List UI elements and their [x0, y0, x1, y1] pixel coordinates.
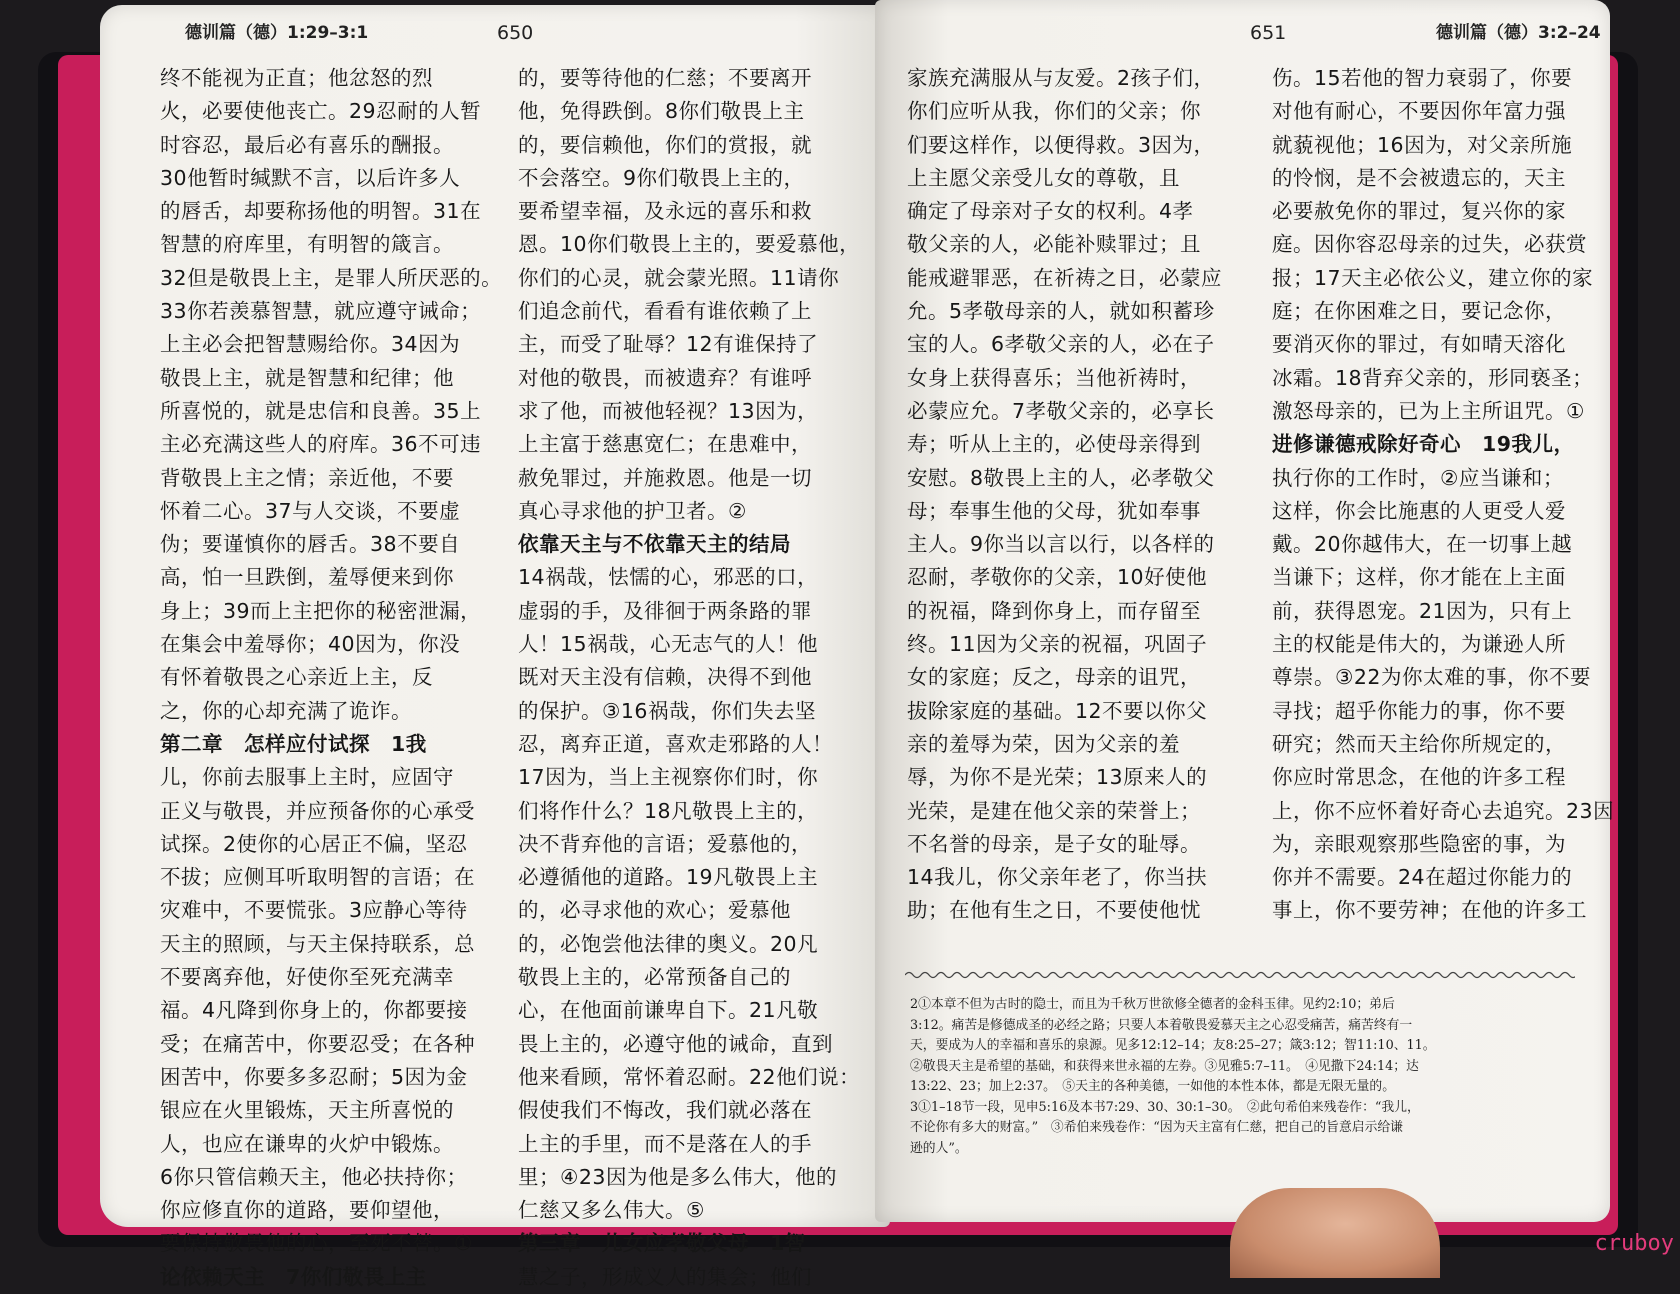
text-line: 不拔；应侧耳听取明智的言语；在	[160, 865, 475, 890]
text-line: 允。5孝敬母亲的人，就如积蓄珍	[907, 299, 1215, 324]
text-line: 戴。20你越伟大，在一切事上越	[1272, 532, 1573, 557]
text-line: 对他的敬畏，而被遗弃？有谁呼	[518, 365, 812, 390]
text-line: 13:22、23；加上2:37。 ⑤天主的各种美德，一如他的本性本体，都是无限无量的。	[910, 1079, 1395, 1094]
text-line: 心，在他面前谦卑自下。21凡敬	[518, 998, 819, 1023]
left-column-2	[518, 62, 860, 1294]
text-line: 仁慈又多么伟大。⑤	[518, 1198, 705, 1223]
text-line: 庭。因你容忍母亲的过失，必获赏	[1272, 232, 1587, 257]
text-line: 执行你的工作时，②应当谦和；	[1272, 465, 1564, 490]
text-line: 14我儿，你父亲年老了，你当扶	[907, 865, 1208, 890]
text-line: 里；④23因为他是多么伟大，他的	[518, 1164, 837, 1189]
text-line: 虚弱的手，及徘徊于两条路的罪	[518, 598, 812, 623]
text-line: 求了他，而被他轻视？13因为，	[518, 398, 819, 423]
text-line: 的，必寻求他的欢心；爱慕他	[518, 898, 791, 923]
text-line: 赦免罪过，并施救恩。他是一切	[518, 465, 812, 490]
text-line: 对他有耐心，不要因你年富力强	[1272, 99, 1566, 124]
text-line: 们追念前代，看看有谁依赖了上	[518, 299, 812, 324]
text-line: 上主愿父亲受儿女的尊敬，且	[907, 165, 1180, 190]
text-line: 火，必要使他丧亡。29忍耐的人暂	[160, 99, 482, 124]
text-line: 女身上获得喜乐；当他祈祷时，	[907, 365, 1201, 390]
text-line: 安慰。8敬畏上主的人，必孝敬父	[907, 465, 1215, 490]
text-line: 们要这样作，以便得救。3因为，	[907, 132, 1215, 157]
text-line: 银应在火里锻炼，天主所喜悦的	[160, 1098, 454, 1123]
text-line: 怀着二心。37与人交谈，不要虚	[160, 498, 461, 523]
text-line: 上，你不应怀着好奇心去追究。23因	[1272, 798, 1615, 823]
text-line: 天，要成为人的幸福和喜乐的泉源。见多12:12–14；友8:25–27；箴3:12；智11:10、11。	[910, 1038, 1436, 1053]
text-line: 第三章 儿女应孝敬父母 1智	[518, 1231, 806, 1256]
text-line: 儿，你前去服事上主时，应固守	[160, 765, 454, 790]
text-line: 终不能视为正直；他忿怒的烈	[160, 66, 433, 90]
footnotes	[910, 995, 1570, 1159]
text-line: 就藐视他；16因为，对父亲所施	[1272, 132, 1573, 157]
text-line: 你们应听从我，你们的父亲；你	[907, 99, 1201, 124]
text-line: 你并不需要。24在超过你能力的	[1272, 865, 1573, 890]
text-line: 进修谦德戒除好奇心 19我儿，	[1272, 432, 1575, 457]
text-line: 32但是敬畏上主，是罪人所厌恶的。	[160, 265, 503, 290]
text-line: 必蒙应允。7孝敬父亲的，必享长	[907, 398, 1215, 423]
text-line: 天主的照顾，与天主保持联系，总	[160, 931, 475, 956]
text-line: 3:12。痛苦是修德成圣的必经之路；只要人本着敬畏爱慕天主之心忍受痛苦，痛苦终有一	[910, 1017, 1413, 1033]
text-line: 的怜悯，是不会被遗忘的，天主	[1272, 165, 1566, 190]
text-line: 既对天主没有信赖，决得不到他	[518, 665, 812, 690]
text-line: 有怀着敬畏之心亲近上主，反	[160, 665, 433, 690]
text-line: 畏上主的，必遵守他的诫命，直到	[518, 1031, 833, 1056]
text-line: 3①1–18节一段，见申5:16及本书7:29、30、30:1–30。 ②此句希伯来残卷作：“我儿，	[910, 1099, 1420, 1115]
left-column-1	[160, 62, 502, 1294]
right-page-number: 651	[1250, 22, 1287, 44]
text-line: 必遵循他的道路。19凡敬畏上主	[518, 865, 819, 890]
text-line: 假使我们不悔改，我们就必落在	[518, 1098, 812, 1123]
text-line: 当谦下；这样，你才能在上主面	[1272, 565, 1566, 590]
text-line: 恩。10你们敬畏上主的，要爱慕他，	[518, 232, 861, 257]
text-line: 辱，为你不是光荣；13原来人的	[907, 765, 1208, 790]
text-line: 终。11因为父亲的祝福，巩固子	[907, 632, 1208, 657]
text-line: 主，而受了耻辱？12有谁保持了	[518, 332, 819, 357]
text-line: 的，必饱尝他法律的奥义。20凡	[518, 931, 819, 956]
text-line: 不论你有多大的财富。” ③希伯来残卷作：“因为天主富有仁慈，把自己的旨意启示给谦	[910, 1120, 1403, 1135]
text-line: 伪；要谨慎你的唇舌。38不要自	[160, 532, 461, 557]
text-line: 14祸哉，怯懦的心，邪恶的口，	[518, 565, 819, 590]
text-line: 忍耐，孝敬你的父亲，10好使他	[907, 565, 1208, 590]
text-line: 真心寻求他的护卫者。②	[518, 498, 747, 523]
right-column-2	[1272, 62, 1614, 928]
text-line: 的，要信赖他，你们的赏报，就	[518, 132, 812, 157]
text-line: 高，怕一旦跌倒，羞辱便来到你	[160, 565, 454, 590]
text-line: 前，获得恩宠。21因为，只有上	[1272, 598, 1573, 623]
text-line: 母；奉事生他的父母，犹如奉事	[907, 498, 1201, 523]
text-line: 不会落空。9你们敬畏上主的，	[518, 165, 805, 190]
text-line: 所喜悦的，就是忠信和良善。35上	[160, 398, 482, 423]
text-line: 拔除家庭的基础。12不要以你父	[907, 698, 1208, 723]
text-line: 尊崇。③22为你太难的事，你不要	[1272, 665, 1591, 690]
text-line: 要消灭你的罪过，有如晴天溶化	[1272, 332, 1566, 357]
text-line: 逊的人”。	[910, 1140, 968, 1156]
text-line: 家族充满服从与友爱。2孩子们，	[907, 66, 1215, 90]
text-line: 忍，离弃正道，喜欢走邪路的人！	[518, 731, 833, 756]
text-line: 17因为，当上主视察你们时，你	[518, 765, 819, 790]
text-line: 敬畏上主的，必常预备自己的	[518, 965, 791, 990]
text-line: 确定了母亲对子女的权利。4孝	[907, 199, 1194, 224]
text-line: 伤。15若他的智力衰弱了，你要	[1272, 66, 1573, 90]
text-line: 30他暂时缄默不言，以后许多人	[160, 165, 461, 190]
text-line: 寿；听从上主的，必使母亲得到	[907, 432, 1201, 457]
text-line: 女的家庭；反之，母亲的诅咒，	[907, 665, 1201, 690]
text-line: 冰霜。18背弃父亲的，形同亵圣；	[1272, 365, 1594, 390]
text-line: 亲的羞辱为荣，因为父亲的羞	[907, 731, 1180, 756]
right-running-header: 德训篇（德）3:2–24	[1436, 23, 1601, 43]
text-line: 要保持敬畏他的心，至死不替。①	[160, 1231, 473, 1256]
text-line: 2①本章不但为古时的隐士，而且为千秋万世欲修全德者的金科玉律。见约2:10；弟后	[910, 997, 1395, 1012]
right-column-1	[907, 62, 1222, 928]
text-line: 困苦中，你要多多忍耐；5因为金	[160, 1064, 468, 1089]
left-running-header: 德训篇（德）1:29–3:1	[185, 23, 369, 43]
text-line: 激怒母亲的，已为上主所诅咒。①	[1272, 398, 1585, 423]
text-line: 你应修直你的道路，要仰望他，	[160, 1198, 454, 1223]
text-line: 上主的手里，而不是落在人的手	[518, 1131, 812, 1156]
footnote-divider	[905, 968, 1575, 982]
text-line: 要希望幸福，及永远的喜乐和救	[518, 199, 812, 224]
text-line: 身上；39而上主把你的秘密泄漏，	[160, 598, 482, 623]
text-line: 在集会中羞辱你；40因为，你没	[160, 632, 461, 657]
text-line: 助；在他有生之日，不要使他忧	[907, 898, 1201, 923]
text-line: 灾难中，不要慌张。3应静心等待	[160, 898, 468, 923]
text-line: 你们的心灵，就会蒙光照。11请你	[518, 265, 840, 290]
text-line: 决不背弃他的言语；爱慕他的，	[518, 831, 812, 856]
text-line: 之，你的心却充满了诡诈。	[160, 698, 412, 723]
text-line: 能戒避罪恶，在祈祷之日，必蒙应	[907, 265, 1222, 290]
text-line: 不名誉的母亲，是子女的耻辱。	[907, 831, 1201, 856]
text-line: 不要离弃他，好使你至死充满幸	[160, 965, 454, 990]
text-line: 寻找；超乎你能力的事，你不要	[1272, 698, 1566, 723]
text-line: 正义与敬畏，并应预备你的心承受	[160, 798, 475, 823]
watermark: cruboy	[1594, 1231, 1674, 1256]
text-line: 敬畏上主，就是智慧和纪律；他	[160, 365, 454, 390]
text-line: 慧之子，形成义人的集会；他们	[518, 1264, 812, 1289]
text-line: 主必充满这些人的府库。36不可违	[160, 432, 482, 457]
text-line: 上主富于慈惠宽仁；在患难中，	[518, 432, 812, 457]
text-line: 依靠天主与不依靠天主的结局	[518, 532, 791, 557]
text-line: 主的权能是伟大的，为谦逊人所	[1272, 632, 1566, 657]
text-line: 主人。9你当以言以行，以各样的	[907, 532, 1215, 557]
text-line: 为，亲眼观察那些隐密的事，为	[1272, 831, 1566, 856]
text-line: 敬父亲的人，必能补赎罪过；且	[907, 232, 1201, 257]
text-line: 背敬畏上主之情；亲近他，不要	[160, 465, 454, 490]
text-line: 福。4凡降到你身上的，你都要接	[160, 998, 468, 1023]
text-line: 33你若羡慕智慧，就应遵守诫命；	[160, 299, 482, 324]
text-line: 6你只管信赖天主，他必扶持你；	[160, 1164, 468, 1189]
text-line: 必要赦免你的罪过，复兴你的家	[1272, 199, 1566, 224]
thumb	[1230, 1188, 1440, 1278]
text-line: 的保护。③16祸哉，你们失去坚	[518, 698, 816, 723]
text-line: 光荣，是建在他父亲的荣誉上；	[907, 798, 1201, 823]
text-line: 的祝福，降到你身上，而存留至	[907, 598, 1201, 623]
text-line: 智慧的府库里，有明智的箴言。	[160, 232, 454, 257]
text-line: 宝的人。6孝敬父亲的人，必在子	[907, 332, 1215, 357]
text-line: 论依赖天主 7你们敬畏上主	[160, 1264, 427, 1289]
text-line: 时容忍，最后必有喜乐的酬报。	[160, 132, 454, 157]
left-page-number: 650	[497, 22, 534, 44]
text-line: 他来看顾，常怀着忍耐。22他们说：	[518, 1064, 861, 1089]
text-line: 受；在痛苦中，你要忍受；在各种	[160, 1031, 475, 1056]
text-line: 的，要等待他的仁慈；不要离开	[518, 66, 812, 90]
text-line: 第二章 怎样应付试探 1我	[160, 731, 427, 756]
text-line: 的唇舌，却要称扬他的明智。31在	[160, 199, 482, 224]
text-line: ②敬畏天主是希望的基础，和获得来世永福的左券。③见雅5:7–11。 ④见撒下24:14；达	[910, 1058, 1419, 1074]
text-line: 试探。2使你的心居正不偏，坚忍	[160, 831, 468, 856]
text-line: 人！15祸哉，心无志气的人！他	[518, 632, 819, 657]
text-line: 他，免得跌倒。8你们敬畏上主	[518, 99, 805, 124]
text-line: 庭；在你困难之日，要记念你，	[1272, 299, 1566, 324]
text-line: 们将作什么？18凡敬畏上主的，	[518, 798, 819, 823]
text-line: 事上，你不要劳神；在他的许多工	[1272, 898, 1587, 923]
text-line: 研究；然而天主给你所规定的，	[1272, 731, 1566, 756]
text-line: 这样，你会比施惠的人更受人爱	[1272, 498, 1566, 523]
text-line: 报；17天主必依公义，建立你的家	[1272, 265, 1594, 290]
text-line: 人，也应在谦卑的火炉中锻炼。	[160, 1131, 454, 1156]
text-line: 上主必会把智慧赐给你。34因为	[160, 332, 461, 357]
text-line: 你应时常思念，在他的许多工程	[1272, 765, 1566, 790]
